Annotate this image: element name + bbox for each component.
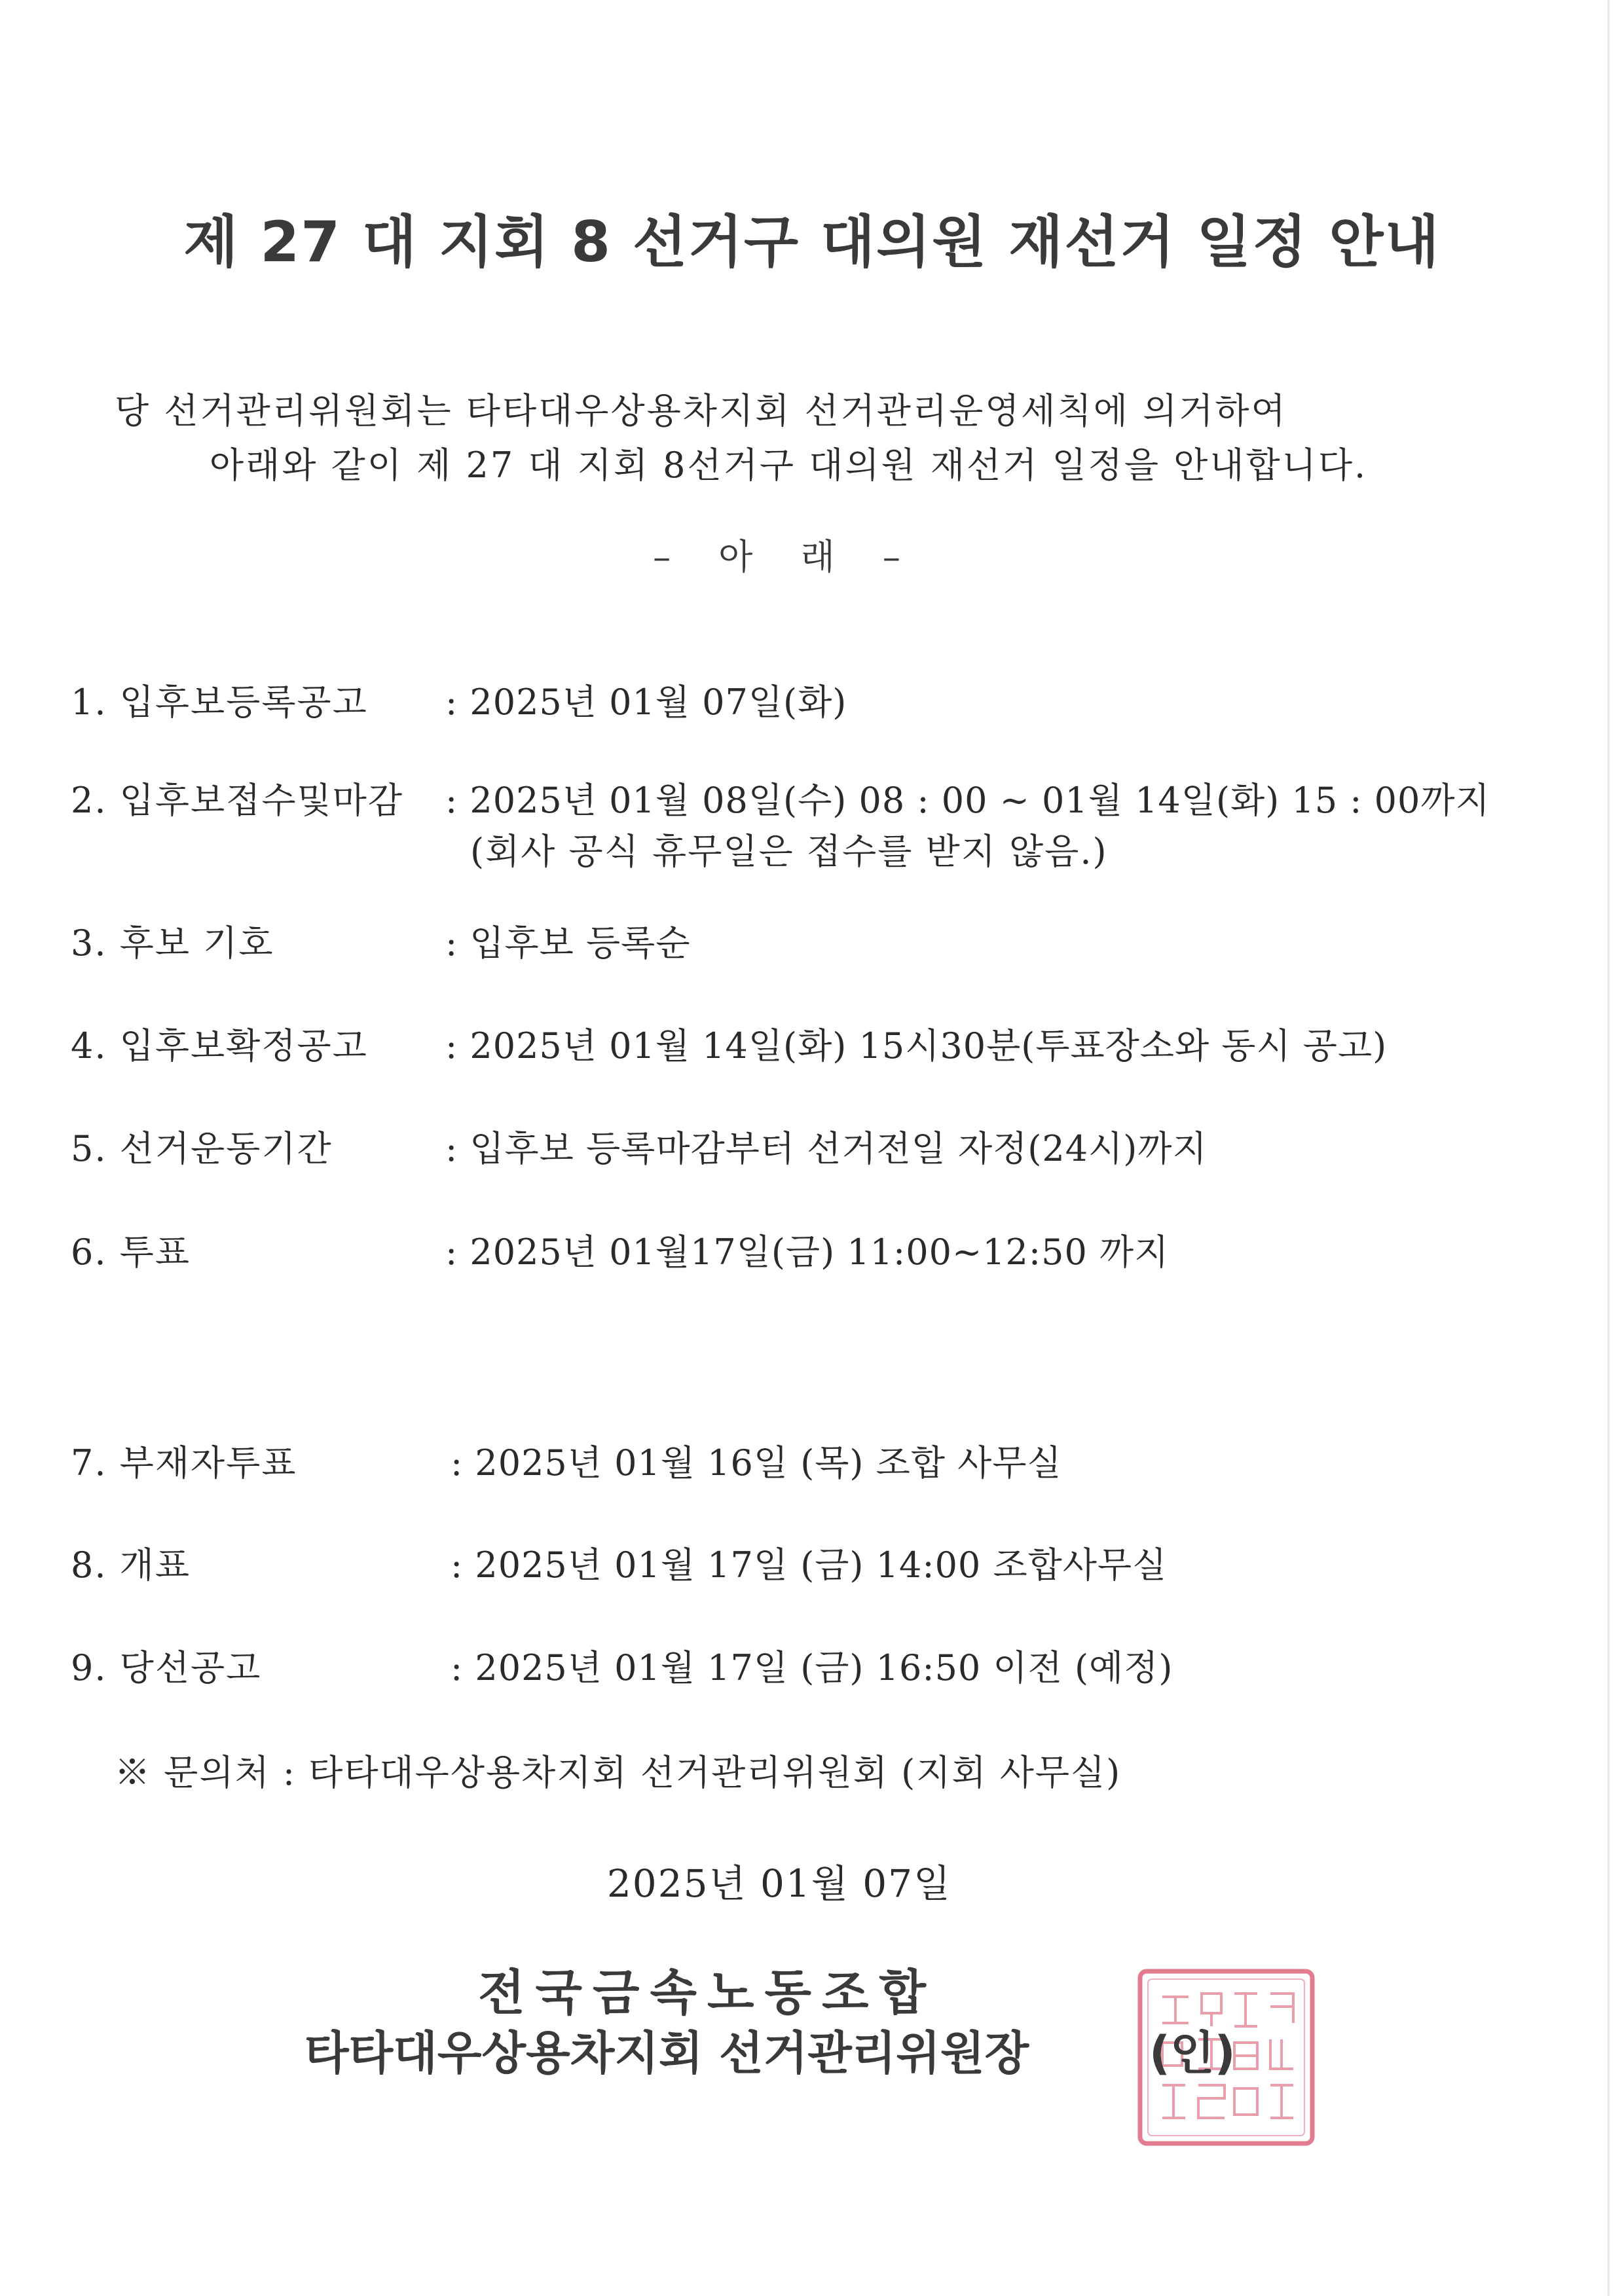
schedule-value: : 2025년 01월 16일 (목) 조합 사무실 [451, 1442, 1062, 1484]
intro-line-2: 아래와 같이 제 27 대 지회 8선거구 대의원 재선거 일정을 안내합니다. [210, 445, 1368, 486]
schedule-value: : 2025년 01월 14일(화) 15시30분(투표장소와 동시 공고) [445, 1025, 1388, 1066]
union-name: 전국금속노동조합 [478, 1965, 936, 2021]
schedule-label: 5. 선거운동기간 [71, 1128, 333, 1169]
issue-date: 2025년 01월 07일 [606, 1861, 952, 1906]
schedule-value: : 2025년 01월 17일 (금) 14:00 조합사무실 [451, 1544, 1168, 1586]
section-heading-arae: – 아 래 – [653, 536, 919, 577]
seal-mark: (인) [1149, 2026, 1236, 2080]
schedule-label: 4. 입후보확정공고 [71, 1025, 368, 1066]
schedule-note: (회사 공식 휴무일은 접수를 받지 않음.) [470, 831, 1108, 872]
document-title: 제 27 대 지회 8 선거구 대의원 재선거 일정 안내 [183, 210, 1441, 275]
schedule-label: 9. 당선공고 [71, 1647, 262, 1688]
schedule-value: : 입후보 등록마감부터 선거전일 자정(24시)까지 [445, 1128, 1208, 1169]
committee-chair: 타타대우상용차지회 선거관리위원장 [304, 2026, 1029, 2080]
scan-edge [1608, 0, 1610, 2296]
schedule-value: : 입후보 등록순 [445, 922, 691, 964]
schedule-label: 7. 부재자투표 [71, 1442, 297, 1484]
schedule-value: : 2025년 01월 07일(화) [445, 682, 847, 723]
schedule-value: : 2025년 01월 17일 (금) 16:50 이전 (예정) [451, 1647, 1173, 1688]
schedule-label: 8. 개표 [71, 1544, 191, 1586]
schedule-label: 1. 입후보등록공고 [71, 682, 368, 723]
schedule-value: : 2025년 01월17일(금) 11:00~12:50 까지 [445, 1231, 1170, 1273]
schedule-label: 3. 후보 기호 [71, 922, 274, 964]
schedule-value: : 2025년 01월 08일(수) 08 : 00 ~ 01월 14일(화) 15 : 00까지 [445, 780, 1490, 821]
schedule-label: 6. 투표 [71, 1231, 191, 1273]
schedule-label: 2. 입후보접수및마감 [71, 780, 403, 821]
contact-info: ※ 문의처 : 타타대우상용차지회 선거관리위원회 (지회 사무실) [115, 1752, 1122, 1793]
intro-line-1: 당 선거관리위원회는 타타대우상용차지회 선거관리운영세칙에 의거하여 [115, 390, 1287, 431]
